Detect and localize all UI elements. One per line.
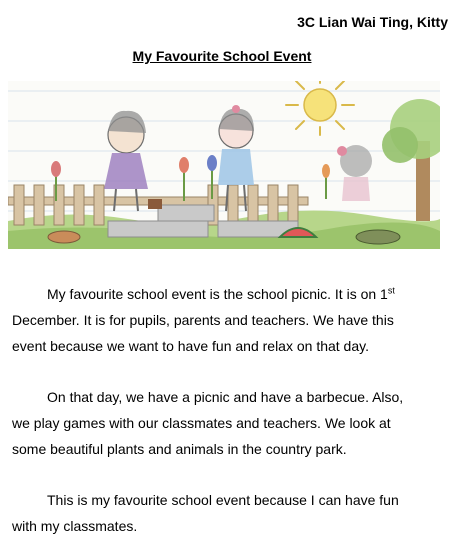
school-picnic-drawing-icon: [8, 81, 440, 249]
paragraph-1: [12, 281, 440, 359]
paragraph-3: [12, 487, 440, 539]
girl-icon: [337, 145, 372, 201]
paragraph-2-line-3: some beautiful plants and animals in the country park.: [12, 441, 347, 457]
sun-icon: [286, 81, 354, 135]
picnic-drawing: [8, 81, 440, 249]
tree-icon: [382, 99, 440, 221]
paragraph-1-line-1: My favourite school event is the school picnic. It is on 1: [47, 286, 388, 302]
ordinal-suffix: st: [387, 285, 395, 296]
paragraph-3-line-1: This is my favourite school event because I can have fun: [47, 492, 399, 508]
page-title: My Favourite School Event: [132, 48, 312, 64]
paragraph-1-line-3: event because we want to have fun and relax on that day.: [12, 338, 369, 354]
paragraph-2-line-2: we play games with our classmates and teachers. We look at: [12, 415, 391, 431]
paragraph-2-line-1: On that day, we have a picnic and have a barbecue. Also,: [47, 389, 404, 405]
paragraph-1-line-2: December. It is for pupils, parents and teachers. We have this: [12, 312, 394, 328]
author-name: 3C Lian Wai Ting, Kitty: [297, 14, 448, 30]
paragraph-3-line-2: with my classmates.: [12, 518, 138, 534]
paragraph-2: [12, 384, 440, 462]
girl-icon: [104, 111, 148, 211]
